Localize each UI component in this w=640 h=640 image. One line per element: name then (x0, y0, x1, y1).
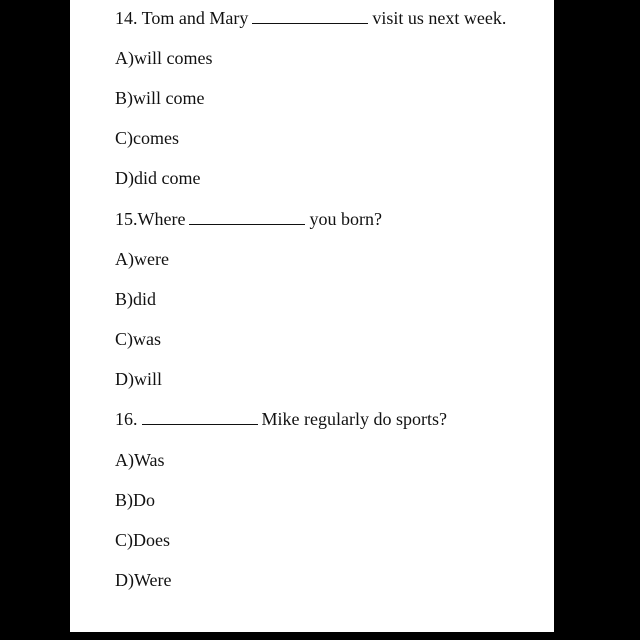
question-16-option-a: A)Was (115, 450, 165, 470)
question-15-option-a: A)were (115, 249, 169, 269)
question-14-option-b: B)will come (115, 88, 205, 108)
question-16-blank (142, 408, 258, 425)
question-15-option-b: B)did (115, 289, 157, 309)
question-14 (115, 7, 506, 29)
question-16 (115, 408, 447, 430)
question-16-option-d: D)Were (115, 570, 172, 590)
question-15-prefix: 15.Where (115, 209, 186, 229)
question-14-suffix: visit us next week. (372, 8, 507, 28)
question-14-option-d: D)did come (115, 168, 201, 188)
question-16-option-b: B)Do (115, 490, 155, 510)
question-14-prefix: 14. Tom and Mary (115, 8, 249, 28)
question-15-option-d: D)will (115, 369, 162, 389)
question-16-option-c: C)Does (115, 530, 170, 550)
question-15 (115, 208, 382, 230)
question-15-suffix: you born? (309, 209, 382, 229)
question-14-blank (252, 7, 368, 24)
question-16-prefix: 16. (115, 409, 138, 429)
worksheet-page (70, 0, 554, 632)
question-14-option-a: A)will comes (115, 48, 213, 68)
question-16-suffix: Mike regularly do sports? (261, 409, 447, 429)
question-15-option-c: C)was (115, 329, 161, 349)
question-15-blank (189, 208, 305, 225)
question-14-option-c: C)comes (115, 128, 179, 148)
